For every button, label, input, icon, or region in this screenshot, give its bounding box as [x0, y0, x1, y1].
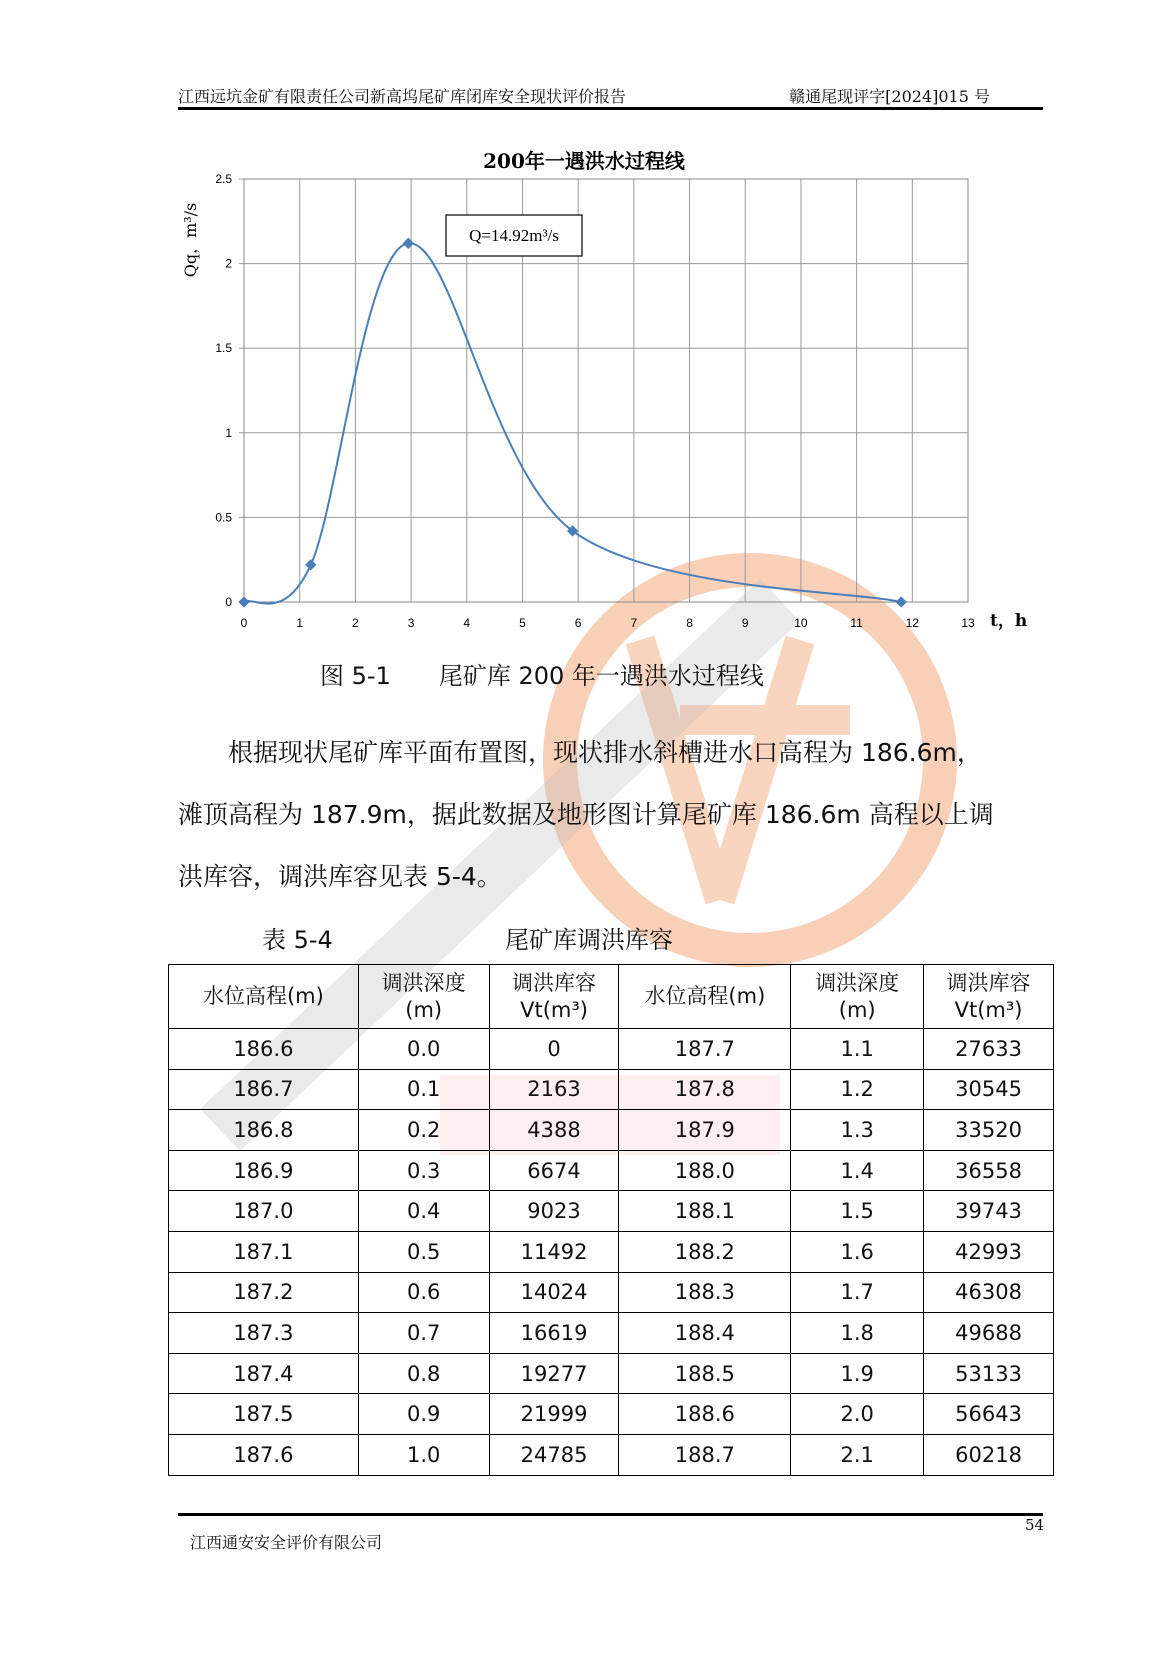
x-tick-label: 9	[741, 616, 749, 630]
column-header-line: (m)	[838, 997, 876, 1022]
table-row	[169, 1069, 1054, 1110]
paragraph-line-3: 洪库容，调洪库容见表 5-4。	[178, 862, 502, 891]
table-row	[169, 1029, 1054, 1070]
column-header	[169, 965, 359, 1029]
table-cell: 6674	[489, 1150, 619, 1191]
table-row	[169, 1191, 1054, 1232]
header-title: 江西远坑金矿有限责任公司新高坞尾矿库闭库安全现状评价报告	[178, 87, 627, 106]
table-cell: 39743	[924, 1191, 1054, 1232]
column-header-line: 调洪深度	[381, 971, 466, 996]
table-cell: 187.9	[619, 1110, 791, 1151]
table-cell: 24785	[489, 1434, 619, 1475]
table-cell: 187.2	[169, 1272, 359, 1313]
column-header-line: 调洪深度	[815, 971, 900, 996]
column-header-line: 调洪库容	[512, 971, 597, 996]
table-cell: 1.7	[791, 1272, 924, 1313]
annotation-label: Q=14.92m³/s	[469, 226, 559, 245]
table-cell: 188.6	[619, 1394, 791, 1435]
table-cell: 14024	[489, 1272, 619, 1313]
table-row	[169, 1313, 1054, 1354]
table-cell: 0.5	[358, 1231, 489, 1272]
x-tick-label: 2	[352, 616, 359, 630]
x-tick-label: 12	[905, 616, 919, 630]
table-cell: 0.2	[358, 1110, 489, 1151]
x-tick-label: 0	[240, 616, 248, 630]
x-tick-label: 3	[407, 616, 415, 630]
table-cell: 11492	[489, 1231, 619, 1272]
table-cell: 2.0	[791, 1394, 924, 1435]
paragraph-line-1: 根据现状尾矿库平面布置图，现状排水斜槽进水口高程为 186.6m，	[178, 738, 982, 767]
table-cell: 187.3	[169, 1313, 359, 1354]
table-cell: 1.5	[791, 1191, 924, 1232]
table-cell: 1.8	[791, 1313, 924, 1354]
table-cell: 49688	[924, 1313, 1054, 1354]
table-row	[169, 1272, 1054, 1313]
y-tick-label: 2.5	[215, 172, 232, 186]
table-cell: 21999	[489, 1394, 619, 1435]
x-tick-label: 11	[850, 616, 863, 630]
table-cell: 188.7	[619, 1434, 791, 1475]
table-cell: 186.9	[169, 1150, 359, 1191]
table-cell: 1.0	[358, 1434, 489, 1475]
table-cell: 60218	[924, 1434, 1054, 1475]
table-cell: 42993	[924, 1231, 1054, 1272]
table-cell: 46308	[924, 1272, 1054, 1313]
table-cell: 187.4	[169, 1353, 359, 1394]
footer-company: 江西通安安全评价有限公司	[190, 1533, 383, 1552]
footer-divider	[178, 1513, 1043, 1516]
table-cell: 1.6	[791, 1231, 924, 1272]
table-cell: 0.9	[358, 1394, 489, 1435]
table-cell: 0.0	[358, 1029, 489, 1070]
table-cell: 56643	[924, 1394, 1054, 1435]
table-cell: 186.8	[169, 1110, 359, 1151]
column-header-line: (m)	[405, 997, 443, 1022]
table-cell: 36558	[924, 1150, 1054, 1191]
flood-hydrograph-chart	[0, 0, 1175, 640]
table-cell: 0.6	[358, 1272, 489, 1313]
flood-storage-table	[168, 964, 1054, 1476]
table-row	[169, 1434, 1054, 1475]
y-tick-label: 1.5	[215, 341, 232, 356]
table-cell: 187.7	[619, 1029, 791, 1070]
table-cell: 187.8	[619, 1069, 791, 1110]
x-tick-label: 7	[630, 616, 638, 630]
x-tick-label: 8	[686, 616, 693, 630]
column-header-line: 调洪库容	[946, 971, 1031, 996]
chart-title: 200年一遇洪水过程线	[483, 149, 685, 173]
y-tick-label: 1	[225, 425, 232, 440]
table-cell: 2.1	[791, 1434, 924, 1475]
x-tick-label: 6	[574, 616, 582, 630]
table-cell: 30545	[924, 1069, 1054, 1110]
y-tick-label: 0.5	[215, 510, 232, 525]
table-cell: 186.7	[169, 1069, 359, 1110]
x-tick-label: 13	[961, 616, 975, 630]
table-cell: 53133	[924, 1353, 1054, 1394]
column-header	[358, 965, 489, 1029]
table-header-row	[169, 965, 1054, 1029]
data-point-marker	[305, 559, 316, 570]
table-cell: 188.5	[619, 1353, 791, 1394]
table-cell: 19277	[489, 1353, 619, 1394]
data-point-marker	[403, 238, 414, 249]
table-cell: 187.1	[169, 1231, 359, 1272]
y-tick-label: 0	[225, 595, 232, 609]
table-cell: 1.9	[791, 1353, 924, 1394]
y-tick-label: 2	[225, 256, 232, 271]
table-cell: 2163	[489, 1069, 619, 1110]
column-header	[619, 965, 791, 1029]
y-axis-label: Qq，m³/s	[181, 202, 200, 278]
x-axis-label: t，h	[990, 611, 1028, 631]
paragraph-line-2: 滩顶高程为 187.9m，据此数据及地形图计算尾矿库 186.6m 高程以上调	[178, 800, 994, 829]
table-cell: 187.0	[169, 1191, 359, 1232]
page-number: 54	[1025, 1516, 1045, 1534]
table-cell: 1.3	[791, 1110, 924, 1151]
table-cell: 27633	[924, 1029, 1054, 1070]
table-cell: 0	[489, 1029, 619, 1070]
column-header	[489, 965, 619, 1029]
table-cell: 1.1	[791, 1029, 924, 1070]
series-line	[244, 243, 901, 603]
x-tick-label: 4	[463, 616, 471, 630]
data-point-marker	[238, 596, 249, 607]
table-cell: 188.1	[619, 1191, 791, 1232]
column-header	[791, 965, 924, 1029]
table-cell: 0.1	[358, 1069, 489, 1110]
column-header-line: Vt(m³)	[520, 997, 588, 1022]
table-title: 尾矿库调洪库容	[505, 926, 673, 954]
x-tick-label: 5	[519, 616, 526, 630]
table-number: 表 5-4	[262, 926, 333, 954]
table-cell: 0.8	[358, 1353, 489, 1394]
table-cell: 1.2	[791, 1069, 924, 1110]
table-row	[169, 1150, 1054, 1191]
x-tick-label: 1	[296, 616, 304, 630]
column-header-line: 水位高程(m)	[644, 984, 766, 1009]
table-cell: 187.5	[169, 1394, 359, 1435]
figure-caption: 图 5-1 尾矿库 200 年一遇洪水过程线	[320, 662, 764, 690]
table-row	[169, 1110, 1054, 1151]
table-cell: 16619	[489, 1313, 619, 1354]
table-cell: 0.4	[358, 1191, 489, 1232]
header-doc-number: 赣通尾现评字[2024]015 号	[789, 87, 990, 106]
table-row	[169, 1353, 1054, 1394]
table-cell: 188.4	[619, 1313, 791, 1354]
column-header	[924, 965, 1054, 1029]
table-cell: 0.3	[358, 1150, 489, 1191]
table-row	[169, 1394, 1054, 1435]
table-row	[169, 1231, 1054, 1272]
column-header-line: 水位高程(m)	[202, 984, 324, 1009]
table-cell: 9023	[489, 1191, 619, 1232]
table-cell: 188.3	[619, 1272, 791, 1313]
table-cell: 188.2	[619, 1231, 791, 1272]
table-cell: 1.4	[791, 1150, 924, 1191]
table-cell: 188.0	[619, 1150, 791, 1191]
data-point-marker	[896, 596, 907, 607]
table-cell: 0.7	[358, 1313, 489, 1354]
table-cell: 186.6	[169, 1029, 359, 1070]
table-cell: 4388	[489, 1110, 619, 1151]
table-cell: 33520	[924, 1110, 1054, 1151]
table-cell: 187.6	[169, 1434, 359, 1475]
column-header-line: Vt(m³)	[954, 997, 1023, 1022]
x-tick-label: 10	[794, 616, 808, 630]
